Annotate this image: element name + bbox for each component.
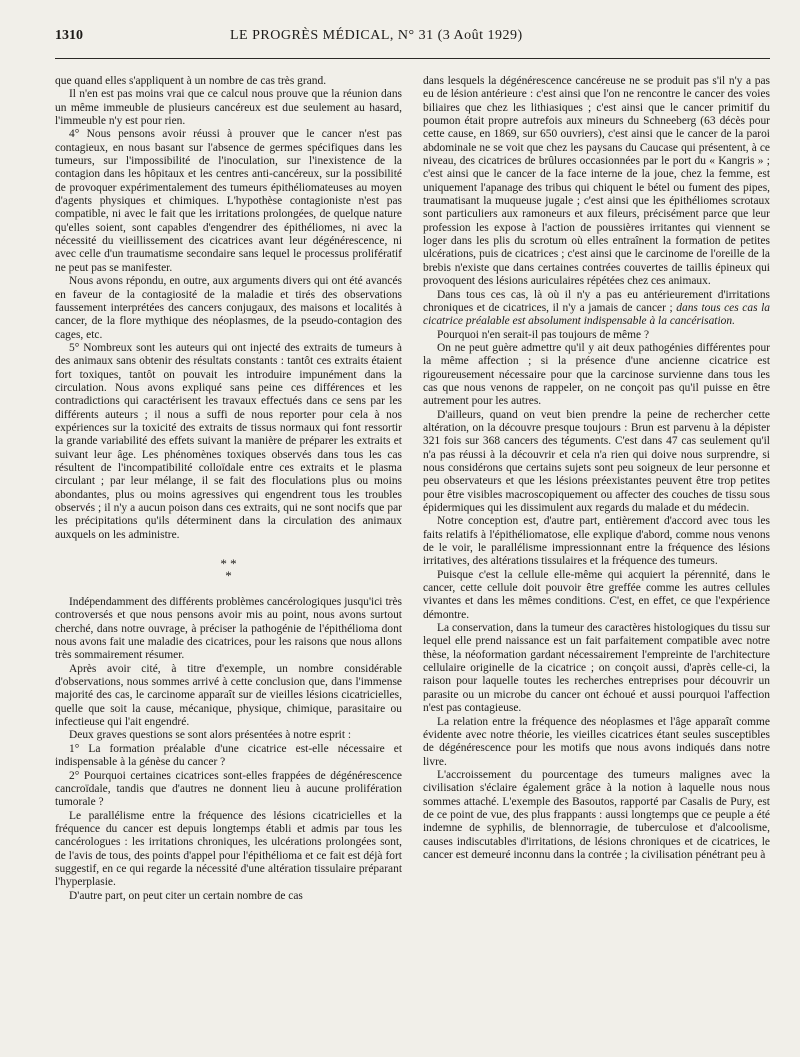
paragraph: 1° La formation préalable d'une cicatrice est-elle nécessaire et indispensable à la génèse du cancer ? [55, 742, 402, 769]
paragraph: Après avoir cité, à titre d'exemple, un nombre considérable d'observations, nous sommes arrivé à cette conclusion que, dans l'immense majorité des cas, le carcinome apparaît sur de vieilles lésions cicatricielles, quelle que soit la cause, mécanique, physique, chimique, parasitaire ou infectieuse qui l'ait engendré. [55, 662, 402, 729]
paragraph [423, 289, 770, 329]
paragraph: Notre conception est, d'autre part, entièrement d'accord avec tous les faits relatifs à l'épithéliomatose, elle explique d'abord, comme nous venons de le voir, le parallélisme impressionnant entre la fréquence des lésions irritatives, des altérations tissulaires et la fréquence des tumeurs. [423, 515, 770, 568]
paragraph: On ne peut guère admettre qu'il y ait deux pathogénies différentes pour la même affection ; si la présence d'une ancienne cicatrice est rigoureusement nécessaire pour que la carcinose survienne dans tous les cas que nous venons de rappeler, on ne conçoit pas qu'il puisse en être autrement pour les autres. [423, 341, 770, 408]
paragraph: Indépendamment des différents problèmes cancérologiques jusqu'ici très controversés et que nous pensons avoir mis au point, nous avons surtout cherché, dans notre ouvrage, à préciser la pathogénie de l'épithélioma dont nous avons fait une maladie des cicatrices, pour les raisons que nous allons très sommairement résumer. [55, 596, 402, 662]
paragraph: La conservation, dans la tumeur des caractères histologiques du tissu sur lequel elle prend naissance est un fait parfaitement compatible avec notre thèse, la néoformation gardant nécessairement l'empreinte de l'architecture cellulaire originelle de la cicatrice ; on conçoit aussi, d'après celle-ci, la raison pour laquelle toutes les recherches entreprises pour découvrir un parasite ou un microbe du cancer ont échoué et aussi pourquoi l'affection n'est pas contagieuse. [423, 622, 770, 715]
paragraph-text: Dans tous ces cas, là où il n'y a pas eu antérieurement d'irritations chroniques et de cicatrices, il n'y a jamais de cancer ; [423, 288, 770, 314]
paragraph: dans lesquels la dégénérescence cancéreuse ne se produit pas s'il n'y a pas eu de lésion antérieure : c'est ainsi que l'on ne rencontre le cancer des voies biliaires que chez les lithiasiques ; c'est ainsi que le cancer primitif du poumon était propre autrefois aux mineurs du Schneeberg (63 décès pour cette cause, en 1869, sur 650 ouvriers), c'est ainsi que le cancer de la paroi abdominale ne se voit que chez les paysans du Caucase qui présentent, à ce niveau, des cicatrices de brûlures occasionnées par le port du « Kangris » ; c'est ainsi que le cancer de la face interne de la joue, chez la femme, est uniquement l'apanage des tribus qui chiquent le bétel ou fument des pipes, traumatisant la muqueuse jugale ; c'est ainsi que les épithéliomes scrotaux sont particuliers aux ramoneurs et aux fileurs, précisément parce que leur profession les expose à l'action de poussières irritantes qui viennent se loger dans les plis du scrotum où elles entraînent la formation de petites ulcérations, puis de cicatrices ; c'est ainsi que le carcinome de l'oreille de la brebis n'existe que dans certaines contrées couvertes de taillis épineux qui provoquent des lésions auriculaires répétées chez ces animaux. [423, 75, 770, 288]
paragraph: D'ailleurs, quand on veut bien prendre la peine de rechercher cette altération, on la découvre presque toujours : Brun est parvenu à la dépister 321 fois sur 368 cancers des téguments. C'est dans 47 cas seulement qu'il n'a pas réussi à la découvrir et cela n'a rien qui doive nous surprendre, si nous considérons que certains sujets sont peu soigneux de leur personne et peu observateurs et que les lésions préexistantes peuvent être trop petites pour être visibles macroscopiquement ou affecter des couches de tissu sous épidermiques qui les dissimulent aux regards du malade et du médecin. [423, 408, 770, 514]
paragraph: 4° Nous pensons avoir réussi à prouver que le cancer n'est pas contagieux, en nous basant sur l'absence de germes spécifiques dans les tumeurs, sur l'impossibilité de l'inoculation, sur l'inexistence de la contagion dans les hôpitaux et les centres anti-cancéreux, sur la possibilité de provoquer expérimentalement des tumeurs épithéliomateuses au moyen d'agents physiques et chimiques. L'hypothèse contagioniste n'est pas compatible, ni avec le fait que les irritations prolongées, de quelque nature qu'elles soient, sont capables d'engendrer des épithéliomes, ni avec la nécessité du vieillissement des cicatrices avant leur dégénérescence, ni avec celle d'un traumatisme secondaire sans lequel le processus prolifératif ne peut pas se manifester. [55, 128, 402, 274]
paragraph: D'autre part, on peut citer un certain nombre de cas [69, 889, 303, 902]
left-column [55, 75, 402, 903]
right-column [423, 75, 770, 903]
paragraph: Il n'en est pas moins vrai que ce calcul nous prouve que la réunion dans un même immeuble de plusieurs cancéreux est due seulement au hasard, l'immeuble n'y est pour rien. [55, 88, 402, 128]
paragraph: La relation entre la fréquence des néoplasmes et l'âge apparaît comme évidente avec notre théorie, les vieilles cicatrices étant seules susceptibles de dégénérescence pour les motifs que nous avons indiqués dans notre livre. [423, 715, 770, 768]
paragraph: Pourquoi n'en serait-il pas toujours de même ? [437, 328, 650, 341]
page-header [55, 18, 770, 44]
paragraph: Nous avons répondu, en outre, aux arguments divers qui ont été avancés en faveur de la contagiosité de la maladie et tirés des observations faussement interprétées des cancers conjugaux, des maisons et localités à cancer, de la flore mythique des néoplasmes, de la pseudo-contagion des cages, etc. [55, 275, 402, 341]
text-columns [55, 75, 770, 903]
paragraph: L'accroissement du pourcentage des tumeurs malignes avec la civilisation s'éclaire également grâce à la notion à laquelle nous nous sommes attaché. L'exemple des Basoutos, rapporté par Casalis de Pury, est de ce point de vue, des plus frappants : aussi longtemps que ce peuple a été indemne de syphilis, de blennorragie, de tuberculose et d'alcoolisme, causes indiscutables d'irritations, de lésions chroniques et de cicatrices, le cancer est demeuré inconnu dans la contrée ; la civilisation pénétrant peu à [423, 768, 770, 861]
running-title: LE PROGRÈS MÉDICAL, N° 31 (3 Août 1929) [230, 28, 523, 43]
paragraph: 5° Nombreux sont les auteurs qui ont injecté des extraits de tumeurs à des animaux sans obtenir des résultats constants : tantôt ces extraits étaient fort toxiques, tantôt on pouvait les introduire impunément dans la circulation. Nous avons expliqué sans peine ces différences et les contradictions qui caractérisent les travaux effectués dans ce sens par les différents auteurs ; il nous a suffi de nous reporter pour cela à nos expériences sur la toxicité des extraits de tissus normaux qui font ressortir la grande variabilité des effets suivant la manière de préparer les extraits et suivant leur âge. Les phénomènes toxiques observés dans tous les cas résultent de l'incompatibilité colloïdale entre ces extraits et le plasma circulant ; par leur mélange, il se fait des floculations plus ou moins abondantes, plus ou moins agressives qui engendrent tous les troubles observés ; il n'y a aucun poison dans ces extraits, qui ne sont nocifs que par les précipitations qu'ils déterminent dans la circulation des animaux auxquels on les administre. [55, 341, 402, 541]
header-rule [55, 58, 770, 59]
section-separator: * * * [220, 556, 237, 584]
page-number: 1310 [55, 28, 83, 43]
italic-text: dans tous ces cas la cicatrice préalable est absolument indispensable à la cancérisation. [423, 301, 771, 328]
paragraph: Deux graves questions se sont alors présentées à notre esprit : [69, 729, 352, 742]
paragraph: que quand elles s'appliquent à un nombre de cas très grand. [55, 75, 327, 87]
paragraph: Puisque c'est la cellule elle-même qui acquiert la pérennité, dans le cancer, cette cellule doit pouvoir être greffée comme les autres cellules vivantes et dans les mêmes conditions. C'est, en effet, ce que l'expérience démontre. [423, 568, 770, 621]
paragraph: 2° Pourquoi certaines cicatrices sont-elles frappées de dégénérescence cancroïdale, tandis que d'autres ne donnent lieu à aucune prolifération tumorale ? [55, 769, 402, 809]
paragraph: Le parallélisme entre la fréquence des lésions cicatricielles et la fréquence du cancer est depuis longtemps établi et admis par tous les cancérologues : les irritations chroniques, les ulcérations prolongées sont, de l'avis de tous, des points d'appel pour l'épithélioma et ce fait est déjà fort suggestif, en ce qui regarde la nécessité d'une altération tissulaire préparant l'hyperplasie. [55, 809, 402, 889]
